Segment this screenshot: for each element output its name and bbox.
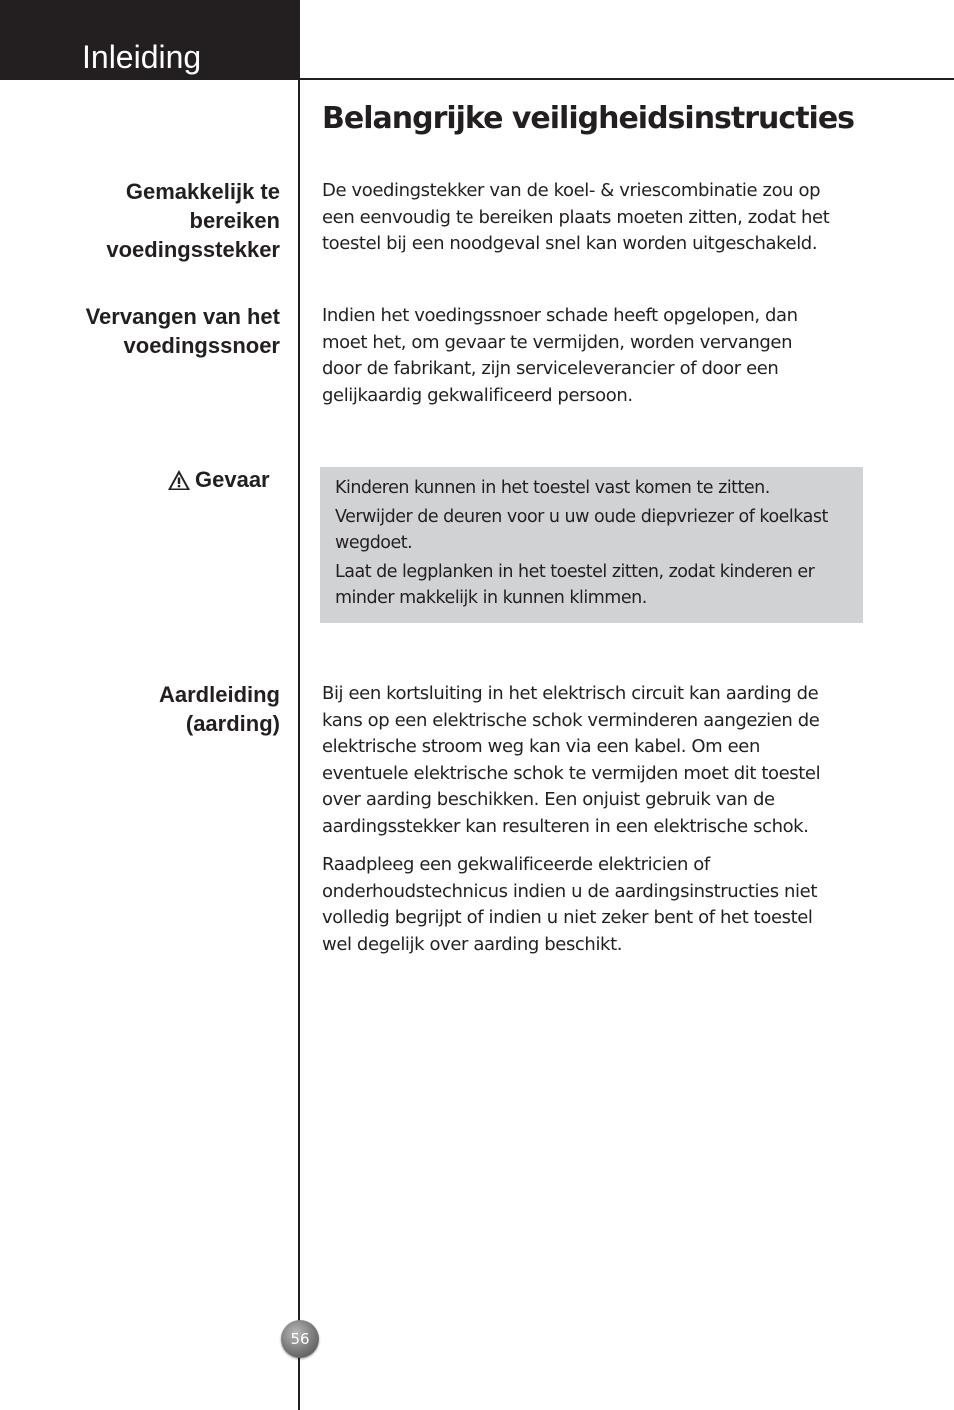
label-replace-cord <box>20 302 280 360</box>
danger-line: Kinderen kunnen in het toestel vast komen te zitten. <box>335 478 770 498</box>
label-line: Gemakkelijk te <box>125 179 280 204</box>
text-line: aardingsstekker kan resulteren in een elektrische schok. <box>322 815 809 837</box>
text-line: over aarding beschikken. Een onjuist gebruik van de <box>322 789 775 810</box>
danger-line: wegdoet. <box>335 533 413 553</box>
page-number-badge <box>281 1320 319 1358</box>
text-line: onderhoudstechnicus indien u de aardingsinstructies niet <box>322 880 817 902</box>
column-divider <box>298 80 300 1410</box>
text-line: toestel bij een noodgeval snel kan worden uitgeschakeld. <box>322 233 818 254</box>
label-accessible-plug <box>20 177 280 264</box>
label-line: (aarding) <box>185 711 280 736</box>
text-line: Raadpleeg een gekwalificeerde elektricien of <box>322 854 710 875</box>
danger-line: minder makkelijk in kunnen klimmen. <box>335 588 647 608</box>
page-heading: Belangrijke veiligheidsinstructies <box>322 101 855 136</box>
text-line: gelijkaardig gekwalificeerd persoon. <box>322 384 633 406</box>
label-line: Vervangen van het <box>85 304 280 329</box>
text-line: door de fabrikant, zijn serviceleverancier of door een <box>322 358 779 379</box>
text-accessible-plug <box>322 178 882 258</box>
header-rule <box>300 78 954 80</box>
text-replace-cord <box>322 303 882 409</box>
warning-triangle-icon <box>167 469 191 491</box>
danger-line: Laat de legplanken in het toestel zitten, zodat kinderen er <box>335 562 815 582</box>
text-line: elektrische stroom weg kan via een kabel. Om een <box>322 736 760 757</box>
text-line: eventuele elektrische schok te vermijden moet dit toestel <box>322 762 821 784</box>
danger-text <box>335 475 855 611</box>
text-line: Bij een kortsluiting in het elektrisch circuit kan aarding de <box>322 683 819 704</box>
danger-label-text: Gevaar <box>195 467 270 492</box>
label-line: Aardleiding <box>158 682 280 707</box>
text-line: wel degelijk over aarding beschikt. <box>322 933 623 955</box>
text-line: kans op een elektrische schok verminderen aangezien de <box>322 709 820 731</box>
section-title: Inleiding <box>82 39 202 75</box>
label-line: bereiken <box>189 208 280 233</box>
label-line: voedingsstekker <box>106 237 280 262</box>
page-number: 56 <box>290 1330 310 1348</box>
text-line: De voedingstekker van de koel- & vriescombinatie zou op <box>322 180 821 201</box>
label-grounding <box>20 680 280 738</box>
text-line: volledig begrijpt of indien u niet zeker bent of het toestel <box>322 907 813 928</box>
text-grounding <box>322 681 882 958</box>
danger-label <box>167 466 270 494</box>
text-line: moet het, om gevaar te vermijden, worden vervangen <box>322 331 793 353</box>
danger-line: Verwijder de deuren voor u uw oude diepvriezer of koelkast <box>335 507 828 527</box>
text-line: Indien het voedingssnoer schade heeft opgelopen, dan <box>322 305 798 326</box>
label-line: voedingssnoer <box>123 333 280 358</box>
text-line: een eenvoudig te bereiken plaats moeten zitten, zodat het <box>322 206 830 228</box>
